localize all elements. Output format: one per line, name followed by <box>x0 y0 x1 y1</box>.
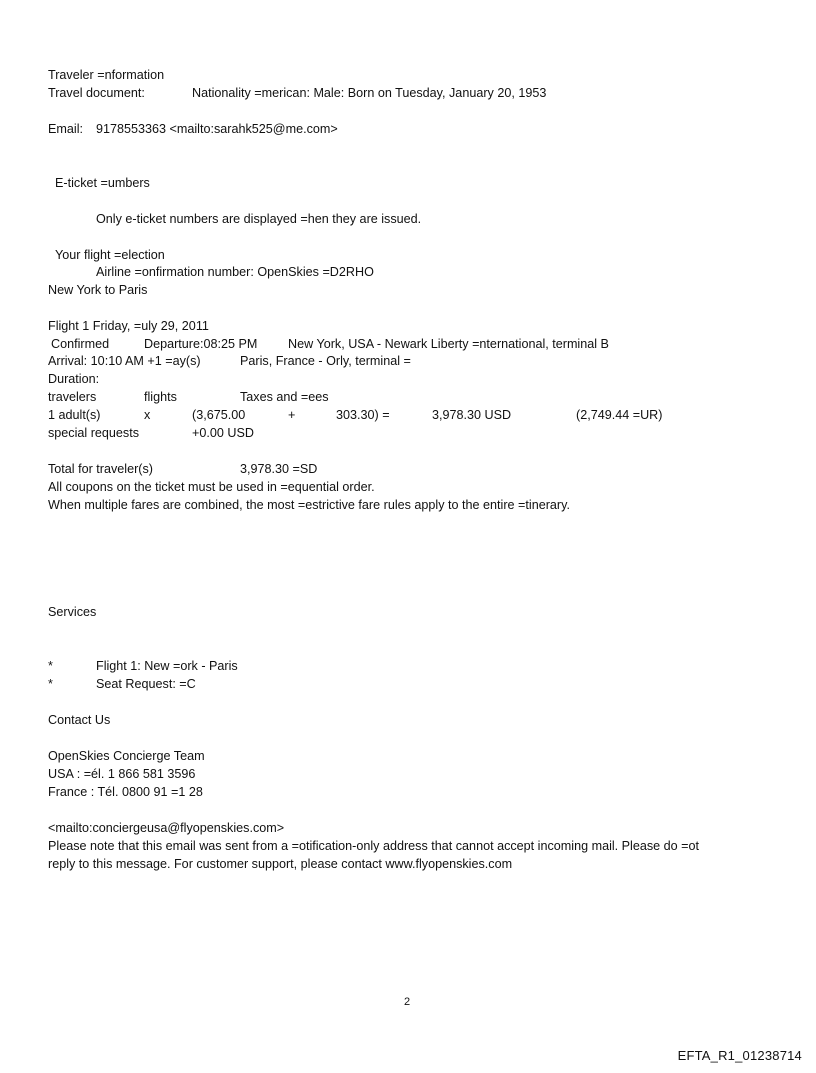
service-item-flight: Flight 1: New =ork - Paris <box>96 659 238 673</box>
document-id: EFTA_R1_01238714 <box>677 1048 802 1063</box>
notice-line-1: Please note that this email was sent from a =otification-only address that cannot accept incoming mail. Please do =ot <box>48 839 700 853</box>
traveler-heading: Traveler =nformation <box>48 68 165 82</box>
flight-status: Confirmed <box>51 337 110 351</box>
fare-row-taxes: 303.30) = <box>336 408 390 422</box>
fare-row-multiply: x <box>144 408 151 422</box>
total-value: 3,978.30 =SD <box>240 462 318 476</box>
special-requests-value: +0.00 USD <box>192 426 254 440</box>
eticket-note: Only e-ticket numbers are displayed =hen they are issued. <box>96 212 422 226</box>
fare-row-adults: 1 adult(s) <box>48 408 101 422</box>
total-label: Total for traveler(s) <box>48 462 153 476</box>
eticket-heading: E-ticket =umbers <box>55 176 150 190</box>
departure-time: Departure:08:25 PM <box>144 337 258 351</box>
notice-line-2: reply to this message. For customer support, please contact www.flyopenskies.com <box>48 857 513 871</box>
contact-usa-phone: USA : =él. 1 866 581 3596 <box>48 767 196 781</box>
travel-document-label: Travel document: <box>48 86 145 100</box>
contact-mailto: <mailto:conciergeusa@flyopenskies.com> <box>48 821 285 835</box>
fare-col-flights: flights <box>144 390 177 404</box>
contact-heading: Contact Us <box>48 713 111 727</box>
arrival-place: Paris, France - Orly, terminal = <box>240 354 411 368</box>
duration: Duration: <box>48 372 100 386</box>
flight-header: Flight 1 Friday, =uly 29, 2011 <box>48 319 209 333</box>
fare-row-plus: + <box>288 408 296 422</box>
fare-rule-combined: When multiple fares are combined, the most =estrictive fare rules apply to the entire =tinerary. <box>48 498 570 512</box>
fare-rule-coupons: All coupons on the ticket must be used in =equential order. <box>48 480 375 494</box>
travel-document-value: Nationality =merican: Male: Born on Tuesday, January 20, 1953 <box>192 86 547 100</box>
departure-place: New York, USA - Newark Liberty =nternational, terminal B <box>288 337 609 351</box>
fare-row-total: 3,978.30 USD <box>432 408 512 422</box>
service-bullet: * <box>48 677 53 691</box>
contact-team: OpenSkies Concierge Team <box>48 749 205 763</box>
confirmation-number: Airline =onfirmation number: OpenSkies =D2RHO <box>96 265 374 279</box>
fare-row-base: (3,675.00 <box>192 408 246 422</box>
fare-row-eur: (2,749.44 =UR) <box>576 408 663 422</box>
services-heading: Services <box>48 605 97 619</box>
email-label: Email: <box>48 122 83 136</box>
service-item-seat: Seat Request: =C <box>96 677 196 691</box>
route: New York to Paris <box>48 283 148 297</box>
service-bullet: * <box>48 659 53 673</box>
fare-col-taxes: Taxes and =ees <box>240 390 329 404</box>
email-value: 9178553363 <mailto:sarahk525@me.com> <box>96 122 338 136</box>
fare-col-travelers: travelers <box>48 390 97 404</box>
contact-france-phone: France : Tél. 0800 91 =1 28 <box>48 785 203 799</box>
arrival-time: Arrival: 10:10 AM +1 =ay(s) <box>48 354 201 368</box>
page-number: 2 <box>404 996 411 1008</box>
special-requests-label: special requests <box>48 426 140 440</box>
flight-selection-heading: Your flight =election <box>55 248 165 262</box>
